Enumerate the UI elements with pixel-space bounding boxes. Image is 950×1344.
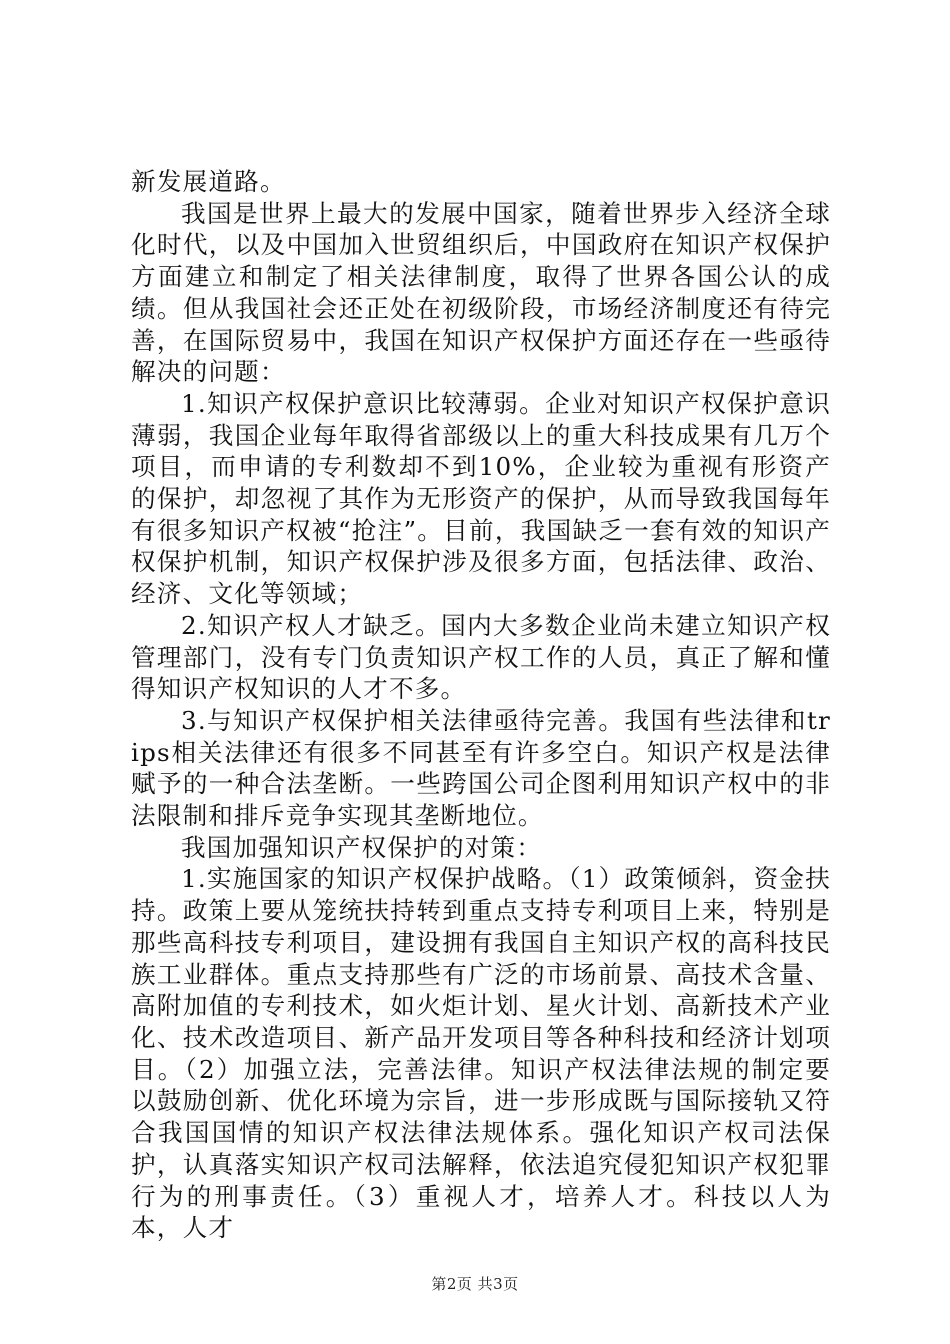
page-footer: 第2页 共3页	[431, 1275, 519, 1293]
paragraph-problem-1: 1.知识产权保护意识比较薄弱。企业对知识产权保护意识薄弱，我国企业每年取得省部级以上的重大科技成果有几万个项目，而申请的专利数却不到10%，企业较为重视有形资产的保护，却忽视了其作为无形资产的保护，从而导致我国每年有很多知识产权被“抢注”。目前，我国缺乏一套有效的知识产权保护机制，知识产权保护涉及很多方面，包括法律、政治、经济、文化等领域；	[131, 388, 831, 609]
paragraph-continuation: 新发展道路。	[131, 167, 286, 196]
paragraph-intro: 我国是世界上最大的发展中国家，随着世界步入经济全球化时代，以及中国加入世贸组织后，中国政府在知识产权保护方面建立和制定了相关法律制度，取得了世界各国公认的成绩。但从我国社会还正处在初级阶段，市场经济制度还有待完善，在国际贸易中，我国在知识产权保护方面还存在一些亟待解决的问题：	[131, 198, 831, 387]
paragraph-countermeasure-1: 1.实施国家的知识产权保护战略。（1）政策倾斜，资金扶持。政策上要从笼统扶持转到重点支持专利项目上来，特别是那些高科技专利项目，建设拥有我国自主知识产权的高科技民族工业群体。重点支持那些有广泛的市场前景、高技术含量、高附加值的专利技术，如火炬计划、星火计划、高新技术产业化、技术改造项目、新产品开发项目等各种科技和经济计划项目。（2）加强立法，完善法律。知识产权法律法规的制定要以鼓励创新、优化环境为宗旨，进一步形成既与国际接轨又符合我国国情的知识产权法律法规体系。强化知识产权司法保护，认真落实知识产权司法解释，依法追究侵犯知识产权犯罪行为的刑事责任。（3）重视人才，培养人才。科技以人为本，人才	[131, 864, 831, 1243]
paragraph-problem-3: 3.与知识产权保护相关法律亟待完善。我国有些法律和trips相关法律还有很多不同甚至有许多空白。知识产权是法律赋予的一种合法垄断。一些跨国公司企图利用知识产权中的非法限制和排斥竞争实现其垄断地位。	[131, 705, 831, 831]
paragraph-countermeasures-heading: 我国加强知识产权保护的对策：	[181, 832, 543, 862]
paragraph-problem-2: 2.知识产权人才缺乏。国内大多数企业尚未建立知识产权管理部门，没有专门负责知识产权工作的人员，真正了解和懂得知识产权知识的人才不多。	[131, 610, 831, 704]
document-body	[131, 166, 831, 1244]
